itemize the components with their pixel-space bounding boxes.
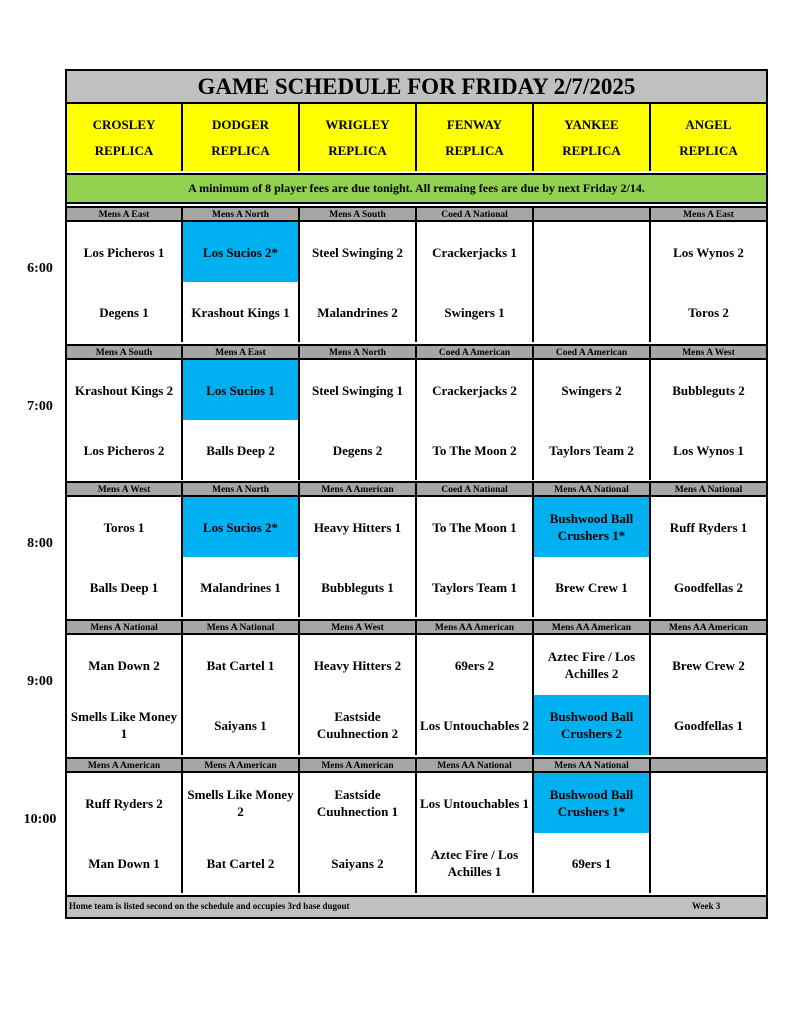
field-name-line2: REPLICA (445, 142, 504, 158)
away-team: Los Picheros 1 (83, 244, 165, 260)
away-team: Los Sucios 2* (183, 222, 298, 282)
game-cell (651, 360, 766, 480)
field-name-line1: WRIGLEY (325, 116, 390, 132)
division-label: Mens A South (67, 346, 183, 362)
division-label: Mens A North (183, 483, 300, 499)
game-cell (67, 497, 183, 617)
game-cell (300, 497, 417, 617)
game-cell (651, 497, 766, 617)
field-name-line2: REPLICA (328, 142, 387, 158)
division-label: Mens A West (67, 483, 183, 499)
time-label: 7:00 (27, 399, 53, 414)
home-team: Eastside Cuuhnection 2 (316, 709, 399, 741)
home-team: Balls Deep 1 (89, 579, 159, 595)
game-cell (67, 773, 183, 893)
division-label: Mens A East (183, 346, 300, 362)
home-team: Malandrines 2 (317, 304, 398, 320)
home-team: Man Down 1 (88, 855, 160, 871)
time-slot-games (67, 635, 766, 755)
home-team: Swingers 1 (444, 304, 505, 320)
game-cell (183, 222, 300, 342)
time-label: 9:00 (27, 674, 53, 689)
division-label: Mens A American (183, 759, 300, 775)
division-row (67, 344, 766, 360)
division-label: Mens A North (300, 346, 417, 362)
away-team: Bat Cartel 1 (206, 657, 275, 673)
division-label: Mens A North (183, 208, 300, 224)
field-name-line1: FENWAY (446, 116, 503, 132)
schedule-title: GAME SCHEDULE FOR FRIDAY 2/7/2025 (67, 71, 766, 104)
away-team: Los Sucios 1 (183, 360, 298, 420)
home-team: Smells Like Money 1 (70, 709, 178, 741)
field-header-wrigley (300, 104, 417, 171)
division-label: Mens AA American (417, 621, 534, 637)
away-team: To The Moon 1 (432, 519, 517, 535)
game-cell (417, 773, 534, 893)
home-team: Saiyans 2 (331, 855, 384, 871)
away-team: Crackerjacks 1 (432, 244, 517, 260)
home-team: Los Untouchables 2 (419, 717, 530, 733)
away-team: Swingers 2 (561, 382, 622, 398)
division-label: Mens AA American (668, 623, 749, 633)
division-row (67, 206, 766, 222)
away-team: Heavy Hitters 2 (313, 657, 402, 673)
home-team: Taylors Team 1 (432, 579, 517, 595)
home-team: Bat Cartel 2 (206, 855, 275, 871)
game-cell (183, 360, 300, 480)
field-name-line2: REPLICA (562, 142, 621, 158)
field-name-line1: CROSLEY (92, 116, 156, 132)
division-row (67, 757, 766, 773)
home-team: Saiyans 1 (214, 717, 267, 733)
division-row (67, 619, 766, 635)
field-header-yankee (534, 104, 651, 171)
home-team (534, 282, 649, 342)
division-label: Mens AA American (534, 621, 651, 637)
division-label: Mens A American (300, 759, 417, 775)
field-name-line1: YANKEE (564, 116, 619, 132)
away-team: Los Sucios 2* (183, 497, 298, 557)
away-team: Krashout Kings 2 (74, 382, 174, 398)
division-label: Mens A East (683, 210, 734, 220)
division-label: Coed A American (417, 346, 534, 362)
division-label: Mens A West (300, 621, 417, 637)
home-team: Taylors Team 2 (549, 442, 634, 458)
game-cell (67, 222, 183, 342)
game-cell (534, 635, 651, 755)
division-label: Mens A American (67, 759, 183, 775)
home-team: Bushwood Ball Crushers 2 (534, 695, 649, 755)
division-label: Mens A National (674, 485, 743, 495)
time-slot-games (67, 222, 766, 342)
game-cell (183, 497, 300, 617)
game-cell (300, 222, 417, 342)
home-team: To The Moon 2 (432, 442, 517, 458)
away-team: Smells Like Money 2 (187, 787, 294, 819)
home-team: Los Picheros 2 (83, 442, 165, 458)
away-team: Crackerjacks 2 (432, 382, 517, 398)
game-cell (183, 773, 300, 893)
game-cell (534, 222, 651, 342)
game-cell (417, 222, 534, 342)
schedule-table (65, 69, 768, 919)
division-row (67, 481, 766, 497)
game-cell (67, 635, 183, 755)
away-team: Bushwood Ball Crushers 1* (534, 497, 649, 557)
home-team: Krashout Kings 1 (191, 304, 290, 320)
division-label: Mens A West (682, 348, 735, 358)
game-cell (534, 360, 651, 480)
game-cell (651, 635, 766, 755)
division-label: Mens AA National (534, 483, 651, 499)
game-cell (183, 635, 300, 755)
home-team: Balls Deep 2 (206, 442, 275, 458)
division-label: Mens A National (183, 621, 300, 637)
field-header-dodger (183, 104, 300, 171)
away-team: Steel Swinging 2 (311, 244, 403, 260)
field-name-line1: DODGER (211, 116, 270, 132)
game-cell (417, 635, 534, 755)
division-label: Mens AA National (534, 759, 651, 775)
home-team: Degens 1 (99, 304, 149, 320)
field-name-line2: REPLICA (211, 142, 270, 158)
home-team: 69ers 1 (571, 855, 612, 871)
division-label: Mens AA National (417, 759, 534, 775)
away-team: Steel Swinging 1 (311, 382, 403, 398)
away-team: 69ers 2 (454, 657, 495, 673)
home-team: Goodfellas 1 (674, 717, 743, 733)
home-team: Goodfellas 2 (674, 579, 743, 595)
home-team: Los Wynos 1 (673, 442, 744, 458)
away-team: Ruff Ryders 2 (85, 795, 163, 811)
game-cell (300, 635, 417, 755)
time-slot-games (67, 773, 766, 893)
home-team: Toros 2 (688, 304, 729, 320)
time-label: 8:00 (27, 536, 53, 551)
home-team: Degens 2 (332, 442, 383, 458)
away-team: Bushwood Ball Crushers 1* (534, 773, 649, 833)
fee-notice: A minimum of 8 player fees are due tonight. All remaing fees are due by next Friday 2/14. (67, 173, 766, 204)
time-slot-games (67, 360, 766, 480)
field-name-line2: REPLICA (679, 142, 738, 158)
away-team: Ruff Ryders 1 (669, 519, 748, 535)
division-label: Coed A National (417, 208, 534, 224)
game-cell (67, 360, 183, 480)
home-team: Bubbleguts 1 (321, 579, 394, 595)
away-team: Bubbleguts 2 (672, 382, 745, 398)
field-header-angel (651, 104, 766, 171)
away-team (534, 222, 649, 282)
week-label: Week 3 (692, 901, 721, 911)
division-label: Coed A American (534, 346, 651, 362)
away-team: Toros 1 (103, 519, 145, 535)
away-team: Eastside Cuuhnection 1 (316, 787, 399, 819)
time-label: 10:00 (23, 812, 57, 827)
game-cell (300, 360, 417, 480)
footer-note: Home team is listed second on the schedule and occupies 3rd base dugout (69, 901, 350, 911)
home-team: Malandrines 1 (200, 579, 281, 595)
away-team: Man Down 2 (88, 657, 160, 673)
away-team: Heavy Hitters 1 (313, 519, 402, 535)
away-team: Los Wynos 2 (673, 244, 744, 260)
game-cell (300, 773, 417, 893)
division-label: Mens A American (300, 483, 417, 499)
game-cell (651, 222, 766, 342)
field-name-line1: ANGEL (685, 116, 732, 132)
game-cell (417, 497, 534, 617)
division-label: Mens A East (67, 208, 183, 224)
time-slot-games (67, 497, 766, 617)
away-team: Los Untouchables 1 (419, 795, 530, 811)
away-team: Brew Crew 2 (672, 657, 745, 673)
away-team (651, 773, 766, 833)
home-team: Brew Crew 1 (555, 579, 628, 595)
field-header-crosley (67, 104, 183, 171)
field-header-fenway (417, 104, 534, 171)
division-label: Mens A South (300, 208, 417, 224)
home-team (651, 833, 766, 893)
footer (67, 895, 766, 917)
home-team: Aztec Fire / Los Achilles 1 (430, 847, 519, 879)
division-label: Mens A National (67, 621, 183, 637)
game-cell (534, 497, 651, 617)
game-cell (651, 773, 766, 893)
division-label: Coed A National (417, 483, 534, 499)
away-team: Aztec Fire / Los Achilles 2 (547, 649, 636, 681)
game-cell (417, 360, 534, 480)
time-label: 6:00 (27, 261, 53, 276)
game-cell (534, 773, 651, 893)
field-name-line2: REPLICA (94, 142, 154, 158)
